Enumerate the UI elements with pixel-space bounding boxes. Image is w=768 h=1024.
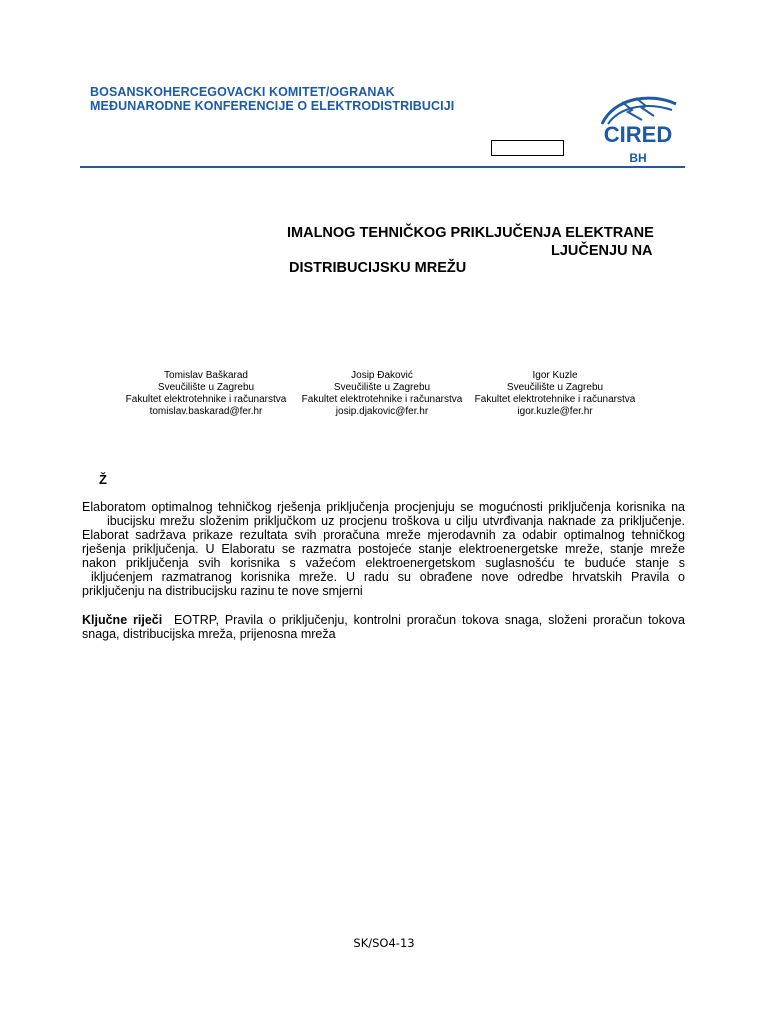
abstract-line: ikljućenjem razmatranog korisnika mreže. U radu su obrađene nove odredbe hrvatskih Pravila o: [91, 570, 685, 584]
abstract-line: nakon priključenja svih korisnika s važećom elektroenergetskom suglasnošću te buduće stanje s: [82, 556, 685, 570]
organization-line-1: BOSANSKOHERCEGOVACKI KOMITET/OGRANAK: [90, 85, 395, 99]
author-email: igor.kuzle@fer.hr: [517, 406, 593, 417]
header-rule: [80, 166, 685, 168]
organization-header: [90, 85, 454, 113]
author-name: Josip Đaković: [351, 370, 413, 381]
abstract-line: Elaboratom optimalnog tehničkog rješenja priključenja procjenjuju se mogućnosti priključenja korisnika na: [82, 500, 685, 514]
cired-bh-logo: [592, 94, 684, 166]
title-line-3: DISTRIBUCIJSKU MREŽU: [289, 260, 467, 276]
abstract-line: rješenja priključenja. U Elaboratu se razmatra postojeće stanje elektroenergetske mreže, stanje mreže: [82, 542, 685, 556]
title-line-2: LJUČENJU NA: [551, 243, 653, 259]
author-affiliation: Sveučilište u Zagrebu: [333, 382, 431, 393]
author-name: Tomislav Baškarad: [164, 370, 248, 381]
author-faculty: Fakultet elektrotehnike i računarstva: [474, 394, 636, 405]
author-email: josip.djakovic@fer.hr: [335, 406, 429, 417]
keywords-line-2: snaga, distribucijska mreža, prijenosna mreža: [82, 627, 336, 641]
logo-subtext: BH: [629, 151, 647, 165]
logo-text: CIRED: [603, 122, 673, 147]
abstract-line: Elaborat sadržava prikaze rezultata svih proračuna mreže mjerodavnih za odabir optimalnog tehničkog: [82, 528, 685, 542]
author-faculty: Fakultet elektrotehnike i računarstva: [125, 394, 287, 405]
author-name: Igor Kuzle: [532, 370, 578, 381]
author-affiliation: Sveučilište u Zagrebu: [157, 382, 255, 393]
keywords-text: EOTRP, Pravila o priključenju, kontrolni proračun tokova snaga, složeni proračun tokova: [174, 613, 685, 627]
abstract-line: priključenju na distribucijsku razinu te nove smjerni: [82, 584, 363, 598]
author-faculty: Fakultet elektrotehnike i računarstva: [301, 394, 463, 405]
abstract-line: ibucijsku mrežu složenim priključkom uz procjenu troškova u cilju utvrđivanja naknade za priključenje.: [107, 514, 685, 528]
organization-line-2: MEĐUNARODNE KONFERENCIJE O ELEKTRODISTRIBUCIJI: [90, 99, 455, 113]
author-block: [465, 370, 645, 418]
code-box: [491, 140, 564, 156]
keywords-label: Ključne riječi: [82, 613, 163, 627]
author-affiliation: Sveučilište u Zagrebu: [506, 382, 604, 393]
title-line-1: IMALNOG TEHNIČKOG PRIKLJUČENJA ELEKTRANE: [287, 225, 654, 241]
author-block: [116, 370, 296, 418]
footer-code: SK/SO4-13: [353, 936, 415, 950]
abstract-heading: Ž: [99, 472, 107, 487]
author-block: [292, 370, 472, 418]
author-email: tomislav.baskarad@fer.hr: [149, 406, 263, 417]
keywords-line-1: [82, 614, 685, 628]
